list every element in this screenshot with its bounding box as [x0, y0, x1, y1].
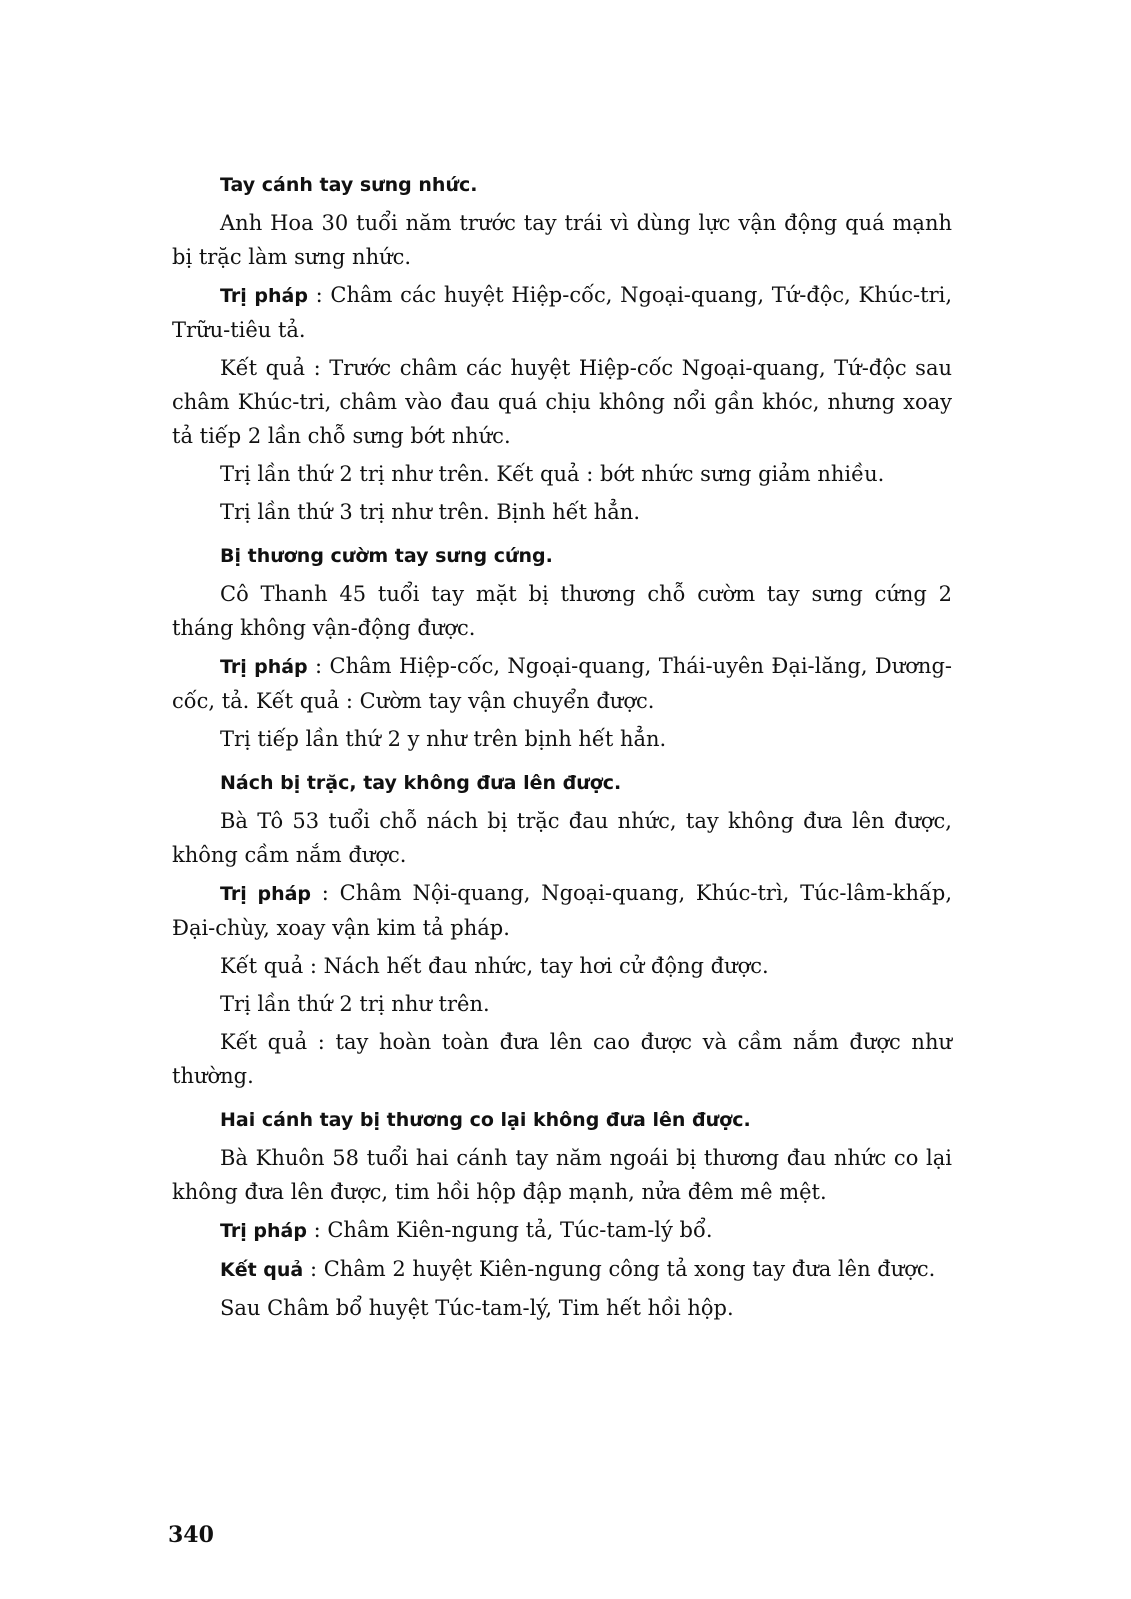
result-paragraph [172, 1252, 952, 1287]
paragraph: Cô Thanh 45 tuổi tay mặt bị thương chỗ cườm tay sưng cứng 2 tháng không vận-động được. [172, 582, 952, 640]
paragraph: Bà Tô 53 tuổi chỗ nách bị trặc đau nhức, tay không đưa lên được, không cầm nắm được. [172, 809, 952, 867]
section-4 [172, 1103, 952, 1325]
paragraph: Kết quả : Nách hết đau nhức, tay hơi cử động được. [220, 954, 769, 978]
treatment-text: : Châm các huyệt Hiệp-cốc, Ngoại-quang, Tứ-độc, Khúc-tri, Trữu-tiêu tả. [172, 283, 953, 342]
treatment-paragraph [172, 1213, 952, 1248]
treatment-paragraph [172, 278, 952, 347]
treatment-label: Trị pháp [220, 1220, 307, 1242]
paragraph: Trị lần thứ 2 trị như trên. [220, 992, 490, 1016]
paragraph: Trị lần thứ 2 trị như trên. Kết quả : bớt nhức sưng giảm nhiều. [220, 462, 885, 486]
page-number: 340 [168, 1522, 214, 1548]
paragraph: Sau Châm bổ huyệt Túc-tam-lý, Tim hết hồi hộp. [220, 1296, 734, 1320]
treatment-text: : Châm Kiên-ngung tả, Túc-tam-lý bổ. [306, 1218, 713, 1242]
paragraph: Trị tiếp lần thứ 2 y như trên bịnh hết hẳn. [220, 727, 667, 751]
treatment-label: Trị pháp [220, 883, 312, 905]
section-heading: Nách bị trặc, tay không đưa lên được. [220, 772, 622, 794]
treatment-label: Trị pháp [220, 656, 308, 678]
paragraph: Anh Hoa 30 tuổi năm trước tay trái vì dùng lực vận động quá mạnh bị trặc làm sưng nhức. [172, 211, 952, 269]
paragraph: Kết quả : Trước châm các huyệt Hiệp-cốc Ngoại-quang, Tứ-độc sau châm Khúc-tri, châm vào đau quá chịu không nổi gần khóc, nhưng xoay tả tiếp 2 lần chỗ sưng bớt nhức. [172, 356, 952, 448]
section-3 [172, 766, 952, 1093]
paragraph: Kết quả : tay hoàn toàn đưa lên cao được và cầm nắm được như thường. [172, 1030, 952, 1088]
result-label: Kết quả [220, 1259, 304, 1281]
result-text: : Châm 2 huyệt Kiên-ngung công tả xong tay đưa lên được. [303, 1257, 936, 1281]
section-2 [172, 539, 952, 756]
treatment-text: : Châm Nội-quang, Ngoại-quang, Khúc-trì, Túc-lâm-khấp, Đại-chùy, xoay vận kim tả pháp. [172, 881, 953, 940]
section-heading: Bị thương cườm tay sưng cứng. [220, 545, 553, 567]
page-body [172, 168, 952, 1325]
section-1 [172, 168, 952, 529]
section-heading: Tay cánh tay sưng nhức. [220, 174, 478, 196]
paragraph: Trị lần thứ 3 trị như trên. Bịnh hết hẳn. [220, 500, 640, 524]
paragraph: Bà Khuôn 58 tuổi hai cánh tay năm ngoái bị thương đau nhức co lại không đưa lên được, tim hồi hộp đập mạnh, nửa đêm mê mệt. [172, 1146, 952, 1204]
treatment-paragraph [172, 876, 952, 945]
treatment-paragraph [172, 649, 952, 718]
section-heading: Hai cánh tay bị thương co lại không đưa lên được. [220, 1109, 751, 1131]
treatment-label: Trị pháp [220, 285, 308, 307]
treatment-text: : Châm Hiệp-cốc, Ngoại-quang, Thái-uyên Đại-lăng, Dương-cốc, tả. Kết quả : Cườm tay vận chuyển được. [172, 654, 952, 713]
